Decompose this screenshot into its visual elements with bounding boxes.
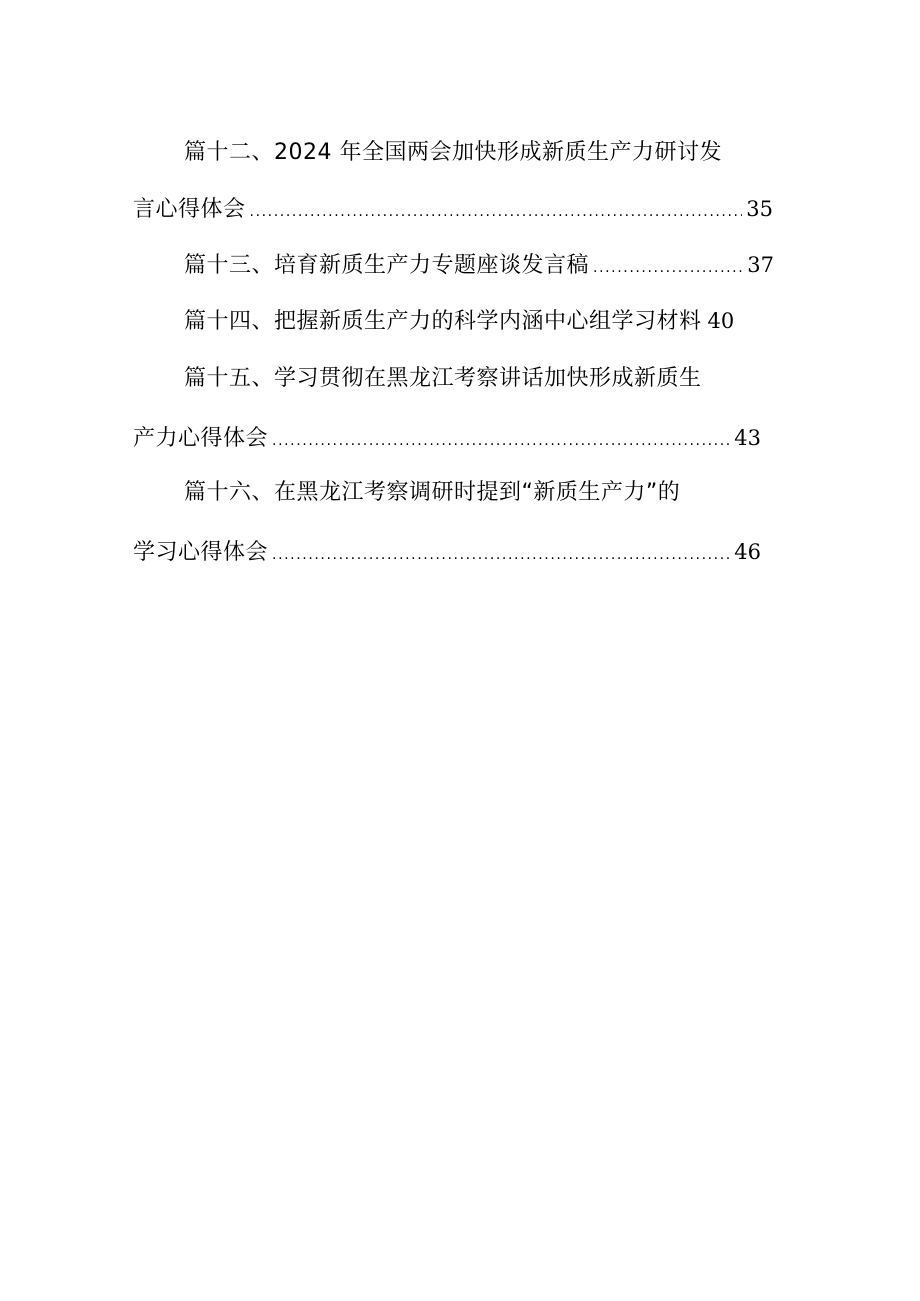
- toc-entry-title: 篇十四、把握新质生产力的科学内涵中心组学习材料: [184, 309, 702, 334]
- toc-entry-14[interactable]: [184, 306, 734, 336]
- toc-entry-12-line2[interactable]: [133, 194, 773, 224]
- toc-leader-dots: [272, 540, 730, 570]
- toc-leader-dots: [593, 253, 743, 283]
- toc-entry-16-line2[interactable]: [133, 537, 761, 567]
- toc-page-number: 43: [734, 426, 761, 450]
- toc-entry-title: 篇十六、在黑龙江考察调研时提到“新质生产力”的: [184, 480, 681, 505]
- toc-entry-title-continued: 产力心得体会: [133, 426, 269, 451]
- toc-leader-dots: [272, 426, 730, 456]
- toc-entry-title: 篇十二、2024 年全国两会加快形成新质生产力研讨发: [184, 140, 722, 165]
- toc-entry-title-continued: 言心得体会: [133, 197, 246, 222]
- toc-leader-dots: [250, 197, 743, 227]
- toc-entry-13[interactable]: [184, 250, 774, 280]
- toc-entry-15-line2[interactable]: [133, 423, 761, 453]
- toc-entry-12-line1[interactable]: [184, 138, 722, 168]
- toc-page-number: 35: [746, 197, 773, 221]
- toc-entry-title: 篇十五、学习贯彻在黑龙江考察讲话加快形成新质生: [184, 366, 702, 391]
- toc-entry-title-continued: 学习心得体会: [133, 540, 269, 565]
- toc-entry-16-line1[interactable]: [184, 478, 680, 508]
- toc-entry-15-line1[interactable]: [184, 364, 702, 394]
- toc-page-number: 40: [707, 309, 735, 333]
- toc-entry-title: 篇十三、培育新质生产力专题座谈发言稿: [184, 253, 590, 278]
- toc-page-number: 37: [747, 253, 774, 277]
- toc-page-number: 46: [734, 540, 761, 564]
